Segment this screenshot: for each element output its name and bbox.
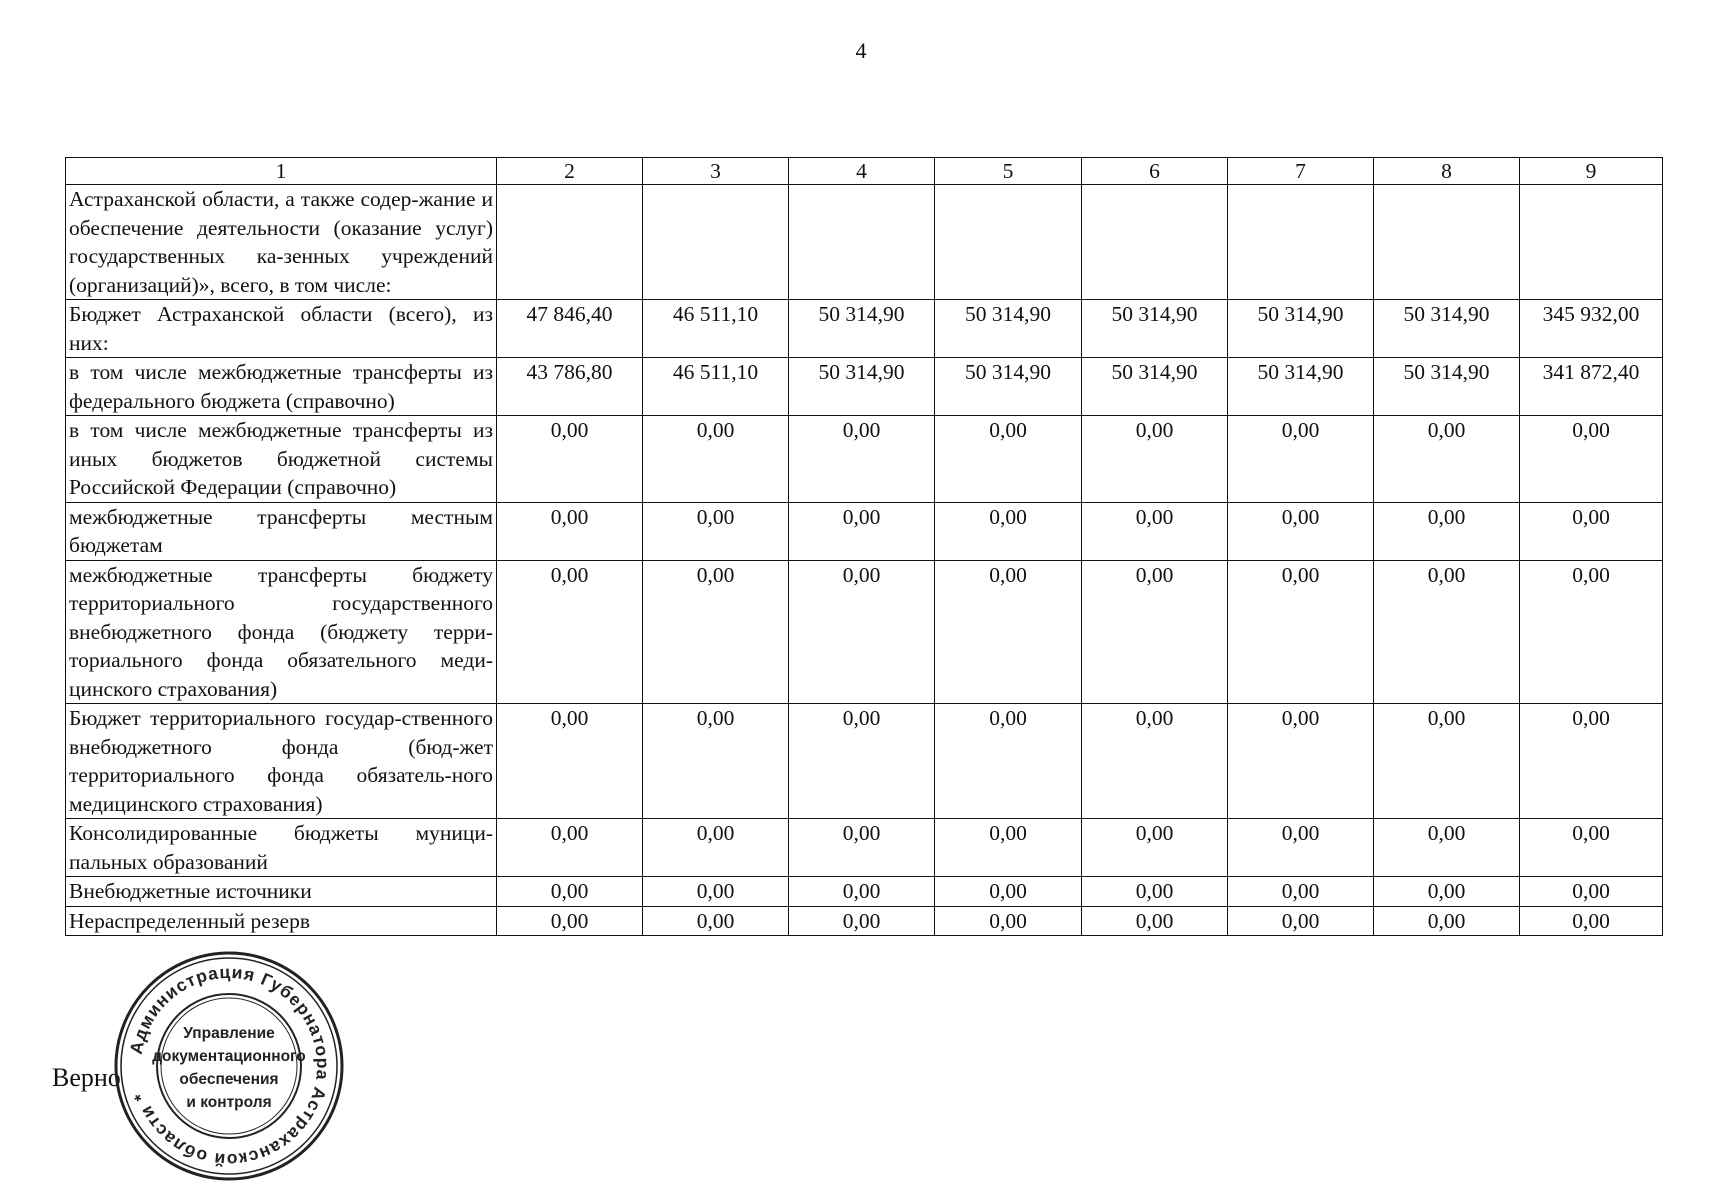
row-value: 0,00 (643, 819, 789, 877)
seal-center-line: документационного (152, 1048, 306, 1065)
row-value (1374, 185, 1520, 300)
row-value: 46 511,10 (643, 300, 789, 358)
row-value: 341 872,40 (1520, 358, 1663, 416)
row-value: 0,00 (497, 502, 643, 560)
row-label: Консолидированные бюджеты муници-пальных образований (66, 819, 497, 877)
row-value: 0,00 (1374, 560, 1520, 704)
row-value: 50 314,90 (789, 358, 935, 416)
verno-label: Верно (52, 1063, 121, 1092)
column-number-row (66, 158, 1663, 185)
row-value (1082, 185, 1228, 300)
row-value: 50 314,90 (1374, 300, 1520, 358)
row-value: 0,00 (1520, 906, 1663, 936)
seal-center-line: и контроля (186, 1094, 272, 1111)
column-number: 2 (497, 158, 643, 185)
table-row (66, 300, 1663, 358)
row-value: 0,00 (1520, 416, 1663, 503)
row-value: 0,00 (1374, 819, 1520, 877)
row-label: межбюджетные трансферты бюджету территориального государственного внебюджетного фонда (бюджету терри-ториального фонда обязательного меди-цинского страхования) (66, 560, 497, 704)
row-value: 0,00 (1520, 502, 1663, 560)
row-value: 0,00 (789, 704, 935, 819)
row-value: 0,00 (643, 877, 789, 907)
row-value: 0,00 (935, 560, 1082, 704)
row-value: 0,00 (1082, 416, 1228, 503)
row-value (643, 185, 789, 300)
row-label: Бюджет территориального государ-ственного внебюджетного фонда (бюд-жет территориального фонда обязатель-ного медицинского страхования) (66, 704, 497, 819)
row-value: 0,00 (1082, 906, 1228, 936)
page-number: 4 (855, 38, 867, 63)
column-number: 9 (1520, 158, 1663, 185)
row-value: 0,00 (1228, 877, 1374, 907)
row-value: 0,00 (935, 819, 1082, 877)
row-value: 345 932,00 (1520, 300, 1663, 358)
row-label: Нераспределенный резерв (66, 906, 497, 936)
row-value: 0,00 (1520, 877, 1663, 907)
row-value: 0,00 (789, 819, 935, 877)
table-row (66, 358, 1663, 416)
row-value: 50 314,90 (935, 300, 1082, 358)
official-seal (113, 950, 345, 1182)
row-value: 0,00 (1082, 877, 1228, 907)
row-value: 0,00 (1374, 416, 1520, 503)
row-value: 0,00 (643, 416, 789, 503)
row-value: 0,00 (935, 704, 1082, 819)
row-value: 0,00 (789, 906, 935, 936)
column-number: 6 (1082, 158, 1228, 185)
column-number: 5 (935, 158, 1082, 185)
row-label: Бюджет Астраханской области (всего), из них: (66, 300, 497, 358)
row-value: 0,00 (1082, 502, 1228, 560)
row-value: 0,00 (1374, 502, 1520, 560)
row-value: 0,00 (1082, 819, 1228, 877)
row-value: 0,00 (935, 877, 1082, 907)
row-value: 0,00 (643, 502, 789, 560)
row-value: 50 314,90 (1228, 358, 1374, 416)
row-value: 50 314,90 (1082, 358, 1228, 416)
row-label: в том числе межбюджетные трансферты из федерального бюджета (справочно) (66, 358, 497, 416)
row-value: 0,00 (1520, 560, 1663, 704)
row-value: 0,00 (789, 877, 935, 907)
row-value (935, 185, 1082, 300)
table-body (66, 158, 1663, 936)
column-number: 3 (643, 158, 789, 185)
row-value: 0,00 (1520, 704, 1663, 819)
row-value: 50 314,90 (1374, 358, 1520, 416)
row-value: 43 786,80 (497, 358, 643, 416)
column-number: 8 (1374, 158, 1520, 185)
row-value: 0,00 (1374, 704, 1520, 819)
table-row (66, 877, 1663, 907)
seal-center-line: обеспечения (179, 1071, 279, 1088)
row-value: 0,00 (497, 877, 643, 907)
row-value (1228, 185, 1374, 300)
row-value: 0,00 (497, 819, 643, 877)
row-value: 0,00 (1520, 819, 1663, 877)
row-label: Астраханской области, а также содер-жание и обеспечение деятельности (оказание услуг) государственных ка-зенных учреждений (организаций)», всего, в том числе: (66, 185, 497, 300)
seal-ring-text: Администрация Губернатора Астраханской области * (125, 961, 334, 1171)
table-row (66, 185, 1663, 300)
row-value: 0,00 (789, 416, 935, 503)
row-value: 50 314,90 (1082, 300, 1228, 358)
column-number: 1 (66, 158, 497, 185)
row-value: 0,00 (1374, 906, 1520, 936)
row-value: 50 314,90 (1228, 300, 1374, 358)
row-value: 0,00 (1228, 819, 1374, 877)
row-value: 0,00 (1082, 704, 1228, 819)
table-row (66, 416, 1663, 503)
column-number: 7 (1228, 158, 1374, 185)
row-value: 0,00 (1228, 502, 1374, 560)
seal-stamp-graphic (113, 950, 345, 1182)
row-value: 0,00 (935, 416, 1082, 503)
row-value: 0,00 (935, 502, 1082, 560)
row-value: 0,00 (497, 906, 643, 936)
row-label: межбюджетные трансферты местным бюджетам (66, 502, 497, 560)
row-value: 0,00 (643, 560, 789, 704)
row-value: 0,00 (1228, 560, 1374, 704)
table-row (66, 906, 1663, 936)
row-value: 0,00 (1374, 877, 1520, 907)
row-value (497, 185, 643, 300)
row-value: 0,00 (643, 704, 789, 819)
row-label: в том числе межбюджетные трансферты из иных бюджетов бюджетной системы Российской Федерации (справочно) (66, 416, 497, 503)
row-value: 0,00 (789, 502, 935, 560)
row-value: 50 314,90 (789, 300, 935, 358)
table-row (66, 502, 1663, 560)
row-label: Внебюджетные источники (66, 877, 497, 907)
row-value: 46 511,10 (643, 358, 789, 416)
row-value: 0,00 (935, 906, 1082, 936)
row-value: 0,00 (1228, 704, 1374, 819)
row-value: 0,00 (1228, 416, 1374, 503)
row-value: 0,00 (1228, 906, 1374, 936)
seal-center-line: Управление (183, 1025, 275, 1042)
row-value (789, 185, 935, 300)
column-number: 4 (789, 158, 935, 185)
row-value: 47 846,40 (497, 300, 643, 358)
row-value: 0,00 (1082, 560, 1228, 704)
row-value: 0,00 (497, 704, 643, 819)
row-value: 0,00 (789, 560, 935, 704)
row-value: 0,00 (643, 906, 789, 936)
table-row (66, 819, 1663, 877)
row-value: 0,00 (497, 416, 643, 503)
row-value: 50 314,90 (935, 358, 1082, 416)
row-value (1520, 185, 1663, 300)
row-value: 0,00 (497, 560, 643, 704)
budget-table (65, 157, 1663, 936)
table-row (66, 704, 1663, 819)
table-row (66, 560, 1663, 704)
